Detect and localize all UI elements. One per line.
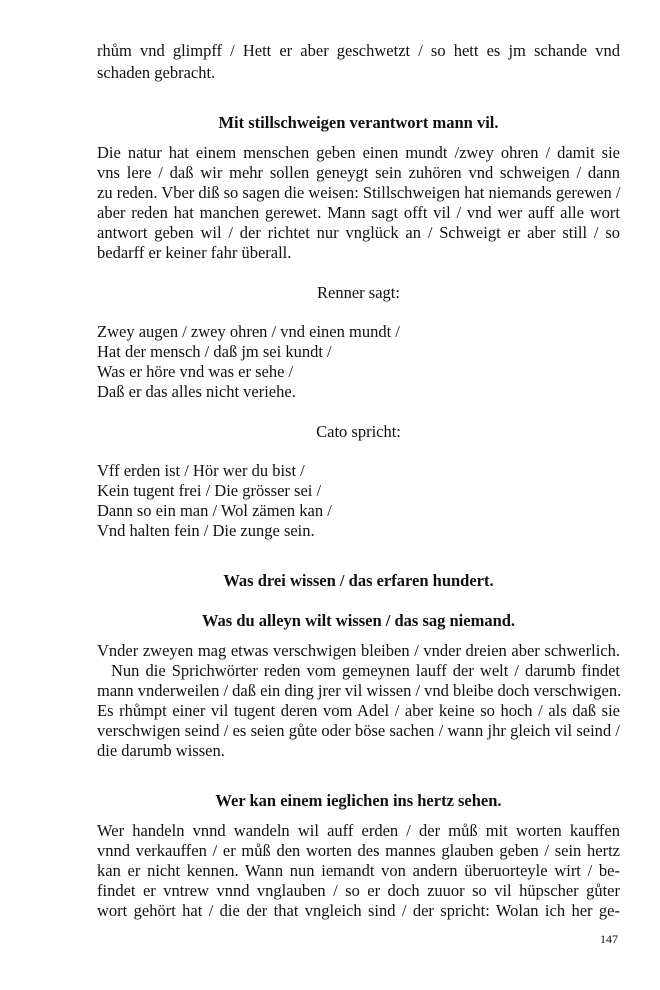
text-line: bedarff er keiner fahr überall. — [97, 243, 292, 262]
verse-line: Dann so ein man / Wol zämen kan / — [97, 501, 332, 520]
quote-source: Cato spricht: — [316, 422, 401, 441]
verse-line: Zwey augen / zwey ohren / vnd einen mundt / — [97, 322, 400, 341]
text-line: aber reden hat manchen gerewet. Mann sagt offt vil / vnd wer auff alle wort — [97, 203, 620, 222]
text-line: verschwigen seind / es seien gůte oder böse sachen / wann jhr gleich vil seind / — [97, 721, 620, 740]
verse-line: Daß er das alles nicht veriehe. — [97, 382, 296, 401]
text-line: mann vnderweilen / daß ein ding jrer vil wissen / vnd bleibe doch verschwigen. — [97, 681, 622, 700]
quote-source: Renner sagt: — [317, 283, 400, 302]
page-number: 147 — [600, 932, 618, 946]
text-line: Wer handeln vnnd wandeln wil auff erden / der můß mit worten kauffen — [97, 821, 620, 840]
section-heading: Mit stillschweigen verantwort mann vil. — [218, 113, 499, 132]
section-heading: Was du alleyn wilt wissen / das sag niemand. — [201, 611, 516, 630]
text-line: wort gehört hat / die der that vngleich sind / der spricht: Wolan ich her ge- — [97, 901, 620, 920]
verse-line: Vnd halten fein / Die zunge sein. — [97, 521, 315, 540]
text-line: Nun die Sprichwörter reden vom gemeynen lauff der welt / darumb findet — [111, 661, 620, 680]
text-line: Es rhůmpt einer vil tugent deren vom Adel / aber keine so hoch / als daß sie — [97, 701, 620, 720]
text-line: findet er vntrew vnnd vnglauben / so er doch zuuor so vil hüpscher gůter — [97, 881, 620, 900]
text-line: die darumb wissen. — [97, 741, 225, 760]
section-heading: Was drei wissen / das erfaren hundert. — [223, 571, 494, 590]
text-line: schaden gebracht. — [97, 63, 216, 82]
verse-line: Hat der mensch / daß jm sei kundt / — [97, 342, 332, 361]
text-line: kan er nicht kennen. Wann nun iemandt von andern überuorteyle wirt / be- — [97, 861, 620, 880]
text-line: Vnder zweyen mag etwas verschwigen bleiben / vnder dreien aber schwerlich. — [97, 641, 620, 660]
text-line: vns lere / daß wir mehr sollen geneygt sein zuhören vnd schweigen / dann — [97, 163, 620, 182]
section-heading: Wer kan einem ieglichen ins hertz sehen. — [215, 791, 502, 810]
text-line: zu reden. Vber diß so sagen die weisen: Stillschweigen hat niemands gerewen / — [97, 183, 621, 202]
text-line: antwort geben wil / der richtet nur vnglück an / Schweigt er aber still / so — [97, 223, 620, 242]
text-line: rhům vnd glimpff / Hett er aber geschwetzt / so hett es jm schande vnd — [97, 41, 620, 60]
verse-line: Kein tugent frei / Die grösser sei / — [97, 481, 322, 500]
verse-line: Was er höre vnd was er sehe / — [97, 362, 294, 381]
verse-line: Vff erden ist / Hör wer du bist / — [97, 461, 305, 480]
text-line: Die natur hat einem menschen geben einen mundt /zwey ohren / damit sie — [97, 143, 620, 162]
text-line: vnnd verkauffen / er můß den worten des mannes glauben geben / sein hertz — [97, 841, 620, 860]
